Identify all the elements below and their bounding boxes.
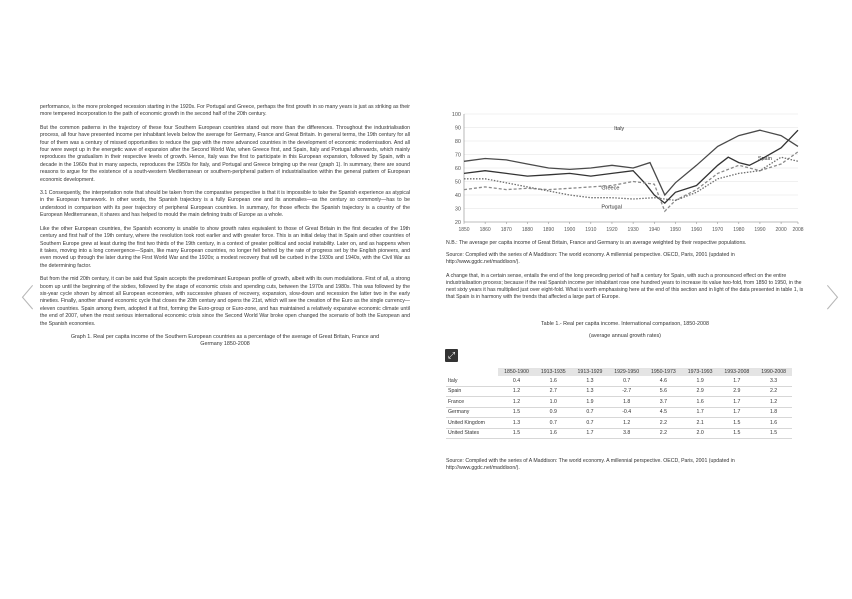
value-cell: 4.5 <box>645 407 682 418</box>
x-tick-label: 1980 <box>733 227 745 233</box>
table-row <box>446 397 792 408</box>
graph-caption-line: Germany 1850-2008 <box>200 341 250 348</box>
value-cell: 2.2 <box>645 428 682 439</box>
value-cell: 1.3 <box>498 418 535 429</box>
y-tick-label: 70 <box>454 152 461 159</box>
value-cell: 1.8 <box>608 397 645 408</box>
x-tick-label: 1990 <box>754 227 766 233</box>
value-cell: 0.7 <box>535 418 572 429</box>
x-tick-label: 1890 <box>542 227 555 233</box>
table-row <box>446 428 792 439</box>
value-cell: 1.9 <box>572 397 609 408</box>
paragraph: performance, is the more prolonged recession starting in the 1920s. For Portugal and Greece, perhaps the first growth in so many years is just as striking as their more tempered incorporation to the path of economic growth in the second half of the 20th century. <box>40 104 410 118</box>
value-cell: 2.0 <box>682 428 719 439</box>
left-page <box>40 104 410 348</box>
value-cell: -0.4 <box>608 407 645 418</box>
table-header-cell: 1929-1950 <box>608 368 645 376</box>
value-cell: 2.2 <box>645 418 682 429</box>
x-tick-label: 1960 <box>690 227 703 233</box>
table-row <box>446 407 792 418</box>
country-cell: Spain <box>446 386 498 397</box>
table-header-cell: 1913-1935 <box>535 368 572 376</box>
value-cell: 2.9 <box>718 386 755 397</box>
value-cell: 1.0 <box>535 397 572 408</box>
table-title: Table 1.- Real per capita income. International comparison, 1850-2008 <box>540 321 710 327</box>
chart-note: N.B.: The average per capita income of Great Britain, France and Germany is an average weighted by their respective populations. <box>446 240 747 246</box>
next-page-arrow-icon[interactable]: 〉 <box>826 283 852 313</box>
value-cell: 1.3 <box>572 376 609 386</box>
chart-svg <box>446 108 806 236</box>
value-cell: 1.8 <box>755 407 792 418</box>
x-tick-label: 1930 <box>627 227 639 233</box>
y-tick-label: 100 <box>451 112 461 118</box>
previous-page-arrow-icon[interactable]: 〈 <box>8 283 35 313</box>
y-tick-label: 20 <box>454 220 461 226</box>
value-cell: 1.2 <box>498 397 535 408</box>
value-cell: 1.5 <box>718 418 755 429</box>
value-cell: 1.5 <box>718 428 755 439</box>
series-annotation: Greece <box>601 185 620 192</box>
table-header-cell <box>446 368 498 376</box>
value-cell: 1.5 <box>498 407 535 418</box>
value-cell: 1.7 <box>718 376 755 386</box>
series-line-italy <box>464 130 798 195</box>
income-line-chart <box>446 108 806 236</box>
value-cell: 0.4 <box>498 376 535 386</box>
series-annotation: Portugal <box>601 204 622 211</box>
value-cell: 3.3 <box>755 376 792 386</box>
country-cell: United Kingdom <box>446 418 498 429</box>
graph-caption <box>40 334 410 348</box>
value-cell: 1.6 <box>535 376 572 386</box>
country-cell: United States <box>446 428 498 439</box>
value-cell: 3.8 <box>608 428 645 439</box>
table-header-row <box>446 368 792 376</box>
table-header-cell: 1973-1993 <box>682 368 719 376</box>
x-tick-label: 1870 <box>500 227 512 233</box>
value-cell: 1.2 <box>498 386 535 397</box>
table-header-cell: 1850-1900 <box>498 368 535 376</box>
y-tick-label: 60 <box>454 166 461 172</box>
table-row <box>446 386 792 397</box>
x-tick-label: 1970 <box>712 227 724 233</box>
paragraph: Like the other European countries, the Spanish economy is unable to show growth rates equivalent to those of Great Britain in the first decades of the 19th century and first half of the 19th century, where the revolution took root earlier and with greater force. This is an initial delay that in Spain and other countries of Southern Europe grew at least during the first two thirds of the 19th century, in a context of greater political and social instability. Later on, and as happens when it takes, moving into a long convergence—Spain, like many European countries, no longer fell behind by the rate of progress set by the English pioneers, and even moved up through the later during the First World War and the 1920s; a modest recovery that will be curbed in the 1930s and 1940s, with the Civil War as the determining factor. <box>40 225 410 269</box>
table-row <box>446 376 792 386</box>
value-cell: 1.2 <box>755 397 792 408</box>
value-cell: 4.6 <box>645 376 682 386</box>
right-paragraph: A change that, in a certain sense, entails the end of the long preceding period of half a century for Spain, with such a pronounced effect on the entire industrialisation process; because if the real Spanish income per inhabitant rose one hundred years to increase its value two-fold, from 1850 to 1950, in the next sixty years it has multiplied just over eight-fold. What is worth emphasising here at the end of this section and in light of the data presented in table 1, is that Spain is in harmony with the trends that affected a large part of Europe. <box>446 273 804 300</box>
x-tick-label: 1950 <box>669 227 681 233</box>
country-cell: Italy <box>446 376 498 386</box>
x-tick-label: 1920 <box>606 227 618 233</box>
x-tick-label: 1940 <box>648 227 660 233</box>
x-tick-label: 1880 <box>521 227 533 233</box>
value-cell: 1.2 <box>608 418 645 429</box>
graph-caption-line: Graph 1. Real per capita income of the Southern European countries as a percentage of the average of Great Britain, France and <box>70 333 380 340</box>
value-cell: 2.9 <box>682 386 719 397</box>
value-cell: 1.7 <box>572 428 609 439</box>
value-cell: -2.7 <box>608 386 645 397</box>
table-header-cell: 1913-1929 <box>572 368 609 376</box>
value-cell: 1.5 <box>755 428 792 439</box>
y-tick-label: 30 <box>454 206 461 213</box>
x-tick-label: 1850 <box>458 227 470 233</box>
x-tick-label: 1860 <box>479 227 491 233</box>
table-subtitle: (average annual growth rates) <box>589 333 661 339</box>
value-cell: 0.9 <box>535 407 572 418</box>
value-cell: 2.1 <box>682 418 719 429</box>
value-cell: 1.6 <box>535 428 572 439</box>
value-cell: 2.2 <box>755 386 792 397</box>
paragraph: 3.1 Consequently, the interpretation note that should be taken from the comparative perspective is that it is impossible to take the Spanish experience as atypical in the European framework. In other words, the Spanish trajectory is a fully European one and its anomalies—as the century so commonly—has to be understood in comparison with its peer trajectory of peripheral European countries. In summary, for those effects the Spanish trajectory is a country of the European Mediterranean, it shares and has helped to mould the main defining traits of Europe as a whole. <box>40 190 410 219</box>
country-cell: Germany <box>446 407 498 418</box>
value-cell: 1.9 <box>682 376 719 386</box>
x-tick-label: 2000 <box>775 227 787 233</box>
value-cell: 2.7 <box>535 386 572 397</box>
income-table <box>446 368 792 439</box>
value-cell: 1.7 <box>682 407 719 418</box>
value-cell: 1.7 <box>718 397 755 408</box>
y-tick-label: 40 <box>454 193 461 199</box>
table-header-cell: 1993-2008 <box>718 368 755 376</box>
table-header-cell: 1990-2008 <box>755 368 792 376</box>
value-cell: 0.7 <box>572 407 609 418</box>
paragraph: But the common patterns in the trajectory of these four Southern European countries stand out more than the differences. Throughout the industrialisation process, all four have presented income per inhabitant levels below the average for Germany, France and Great Britain. In general terms, the 19th century for all four of them was a century of missed opportunities to reduce the gap with the more advanced countries in the development of economic modernisation. And all four were swept up in the energetic wave of expansion after the Second World War, when Greece first, and Spain, Italy and Portugal afterwards, which mainly reproduces the gradualism in their respective levels of growth. Hence, Italy was the first to participate in this European expansion, followed by Spain, with a decade in the 1960s that in many aspects, reproduces the 1950s for Italy, and Portugal and Greece bringing up the rear (graph 1). In summary, there are sound reasons to argue for the existence of a south-western Mediterranean or southern-peripheral pattern of industrialisation within the general pattern of European economic development. <box>40 124 410 183</box>
value-cell: 3.7 <box>645 397 682 408</box>
y-tick-label: 50 <box>454 179 461 186</box>
y-tick-label: 90 <box>454 125 461 132</box>
expand-table-icon[interactable]: ⤢ <box>445 349 458 362</box>
series-annotation: Italy <box>614 126 625 133</box>
series-annotation: Spain <box>757 155 772 162</box>
y-tick-label: 80 <box>454 139 461 145</box>
paragraph: But from the mid 20th century, it can be said that Spain accepts the predominant European profile of growth, albeit with its own modulations. First of all, a strong boom up until the beginning of the sixties, followed by the stage of economic crisis and spending cuts, between the 1970s and 1980s. This was followed by the six-year cycle shown by almost all European economies, with successive phases of recovery, expansion, slow-down and recession the latter two in the early nineties. Finally, another shared economic cycle that closes the 20th century and opens the 21st, which will see the creation of the Euro as the single currency—eleven countries. Spain among them, adopted it at first, forming the Euro-group or Euro-zone, and has maintained a relatively expansive economic climate until the end of 2007, when the most serious international economic crisis since the Second World War broke open changed the scenario of both the European and the Spanish economies. <box>40 276 410 327</box>
value-cell: 1.7 <box>718 407 755 418</box>
table-source: Source: Compiled with the series of A Maddison: The world economy. A millennial perspective. OECD, Paris, 2001 (updated in http://www.ggdc.net/maddison/). <box>446 458 735 471</box>
value-cell: 5.6 <box>645 386 682 397</box>
table-body <box>446 376 792 439</box>
x-tick-label: 2008 <box>792 227 804 233</box>
table-row <box>446 418 792 429</box>
value-cell: 1.6 <box>755 418 792 429</box>
value-cell: 0.7 <box>572 418 609 429</box>
value-cell: 1.3 <box>572 386 609 397</box>
x-tick-label: 1900 <box>564 227 576 233</box>
country-cell: France <box>446 397 498 408</box>
value-cell: 0.7 <box>608 376 645 386</box>
value-cell: 1.5 <box>498 428 535 439</box>
chart-source: Source: Compiled with the series of A Maddison: The world economy. A millennial perspective. OECD, Paris, 2001 (updated in http://www.ggdc.net/maddison/). <box>446 252 735 265</box>
value-cell: 1.6 <box>682 397 719 408</box>
x-tick-label: 1910 <box>585 227 597 233</box>
table-header-cell: 1950-1973 <box>645 368 682 376</box>
series-line-portugal <box>464 157 798 200</box>
